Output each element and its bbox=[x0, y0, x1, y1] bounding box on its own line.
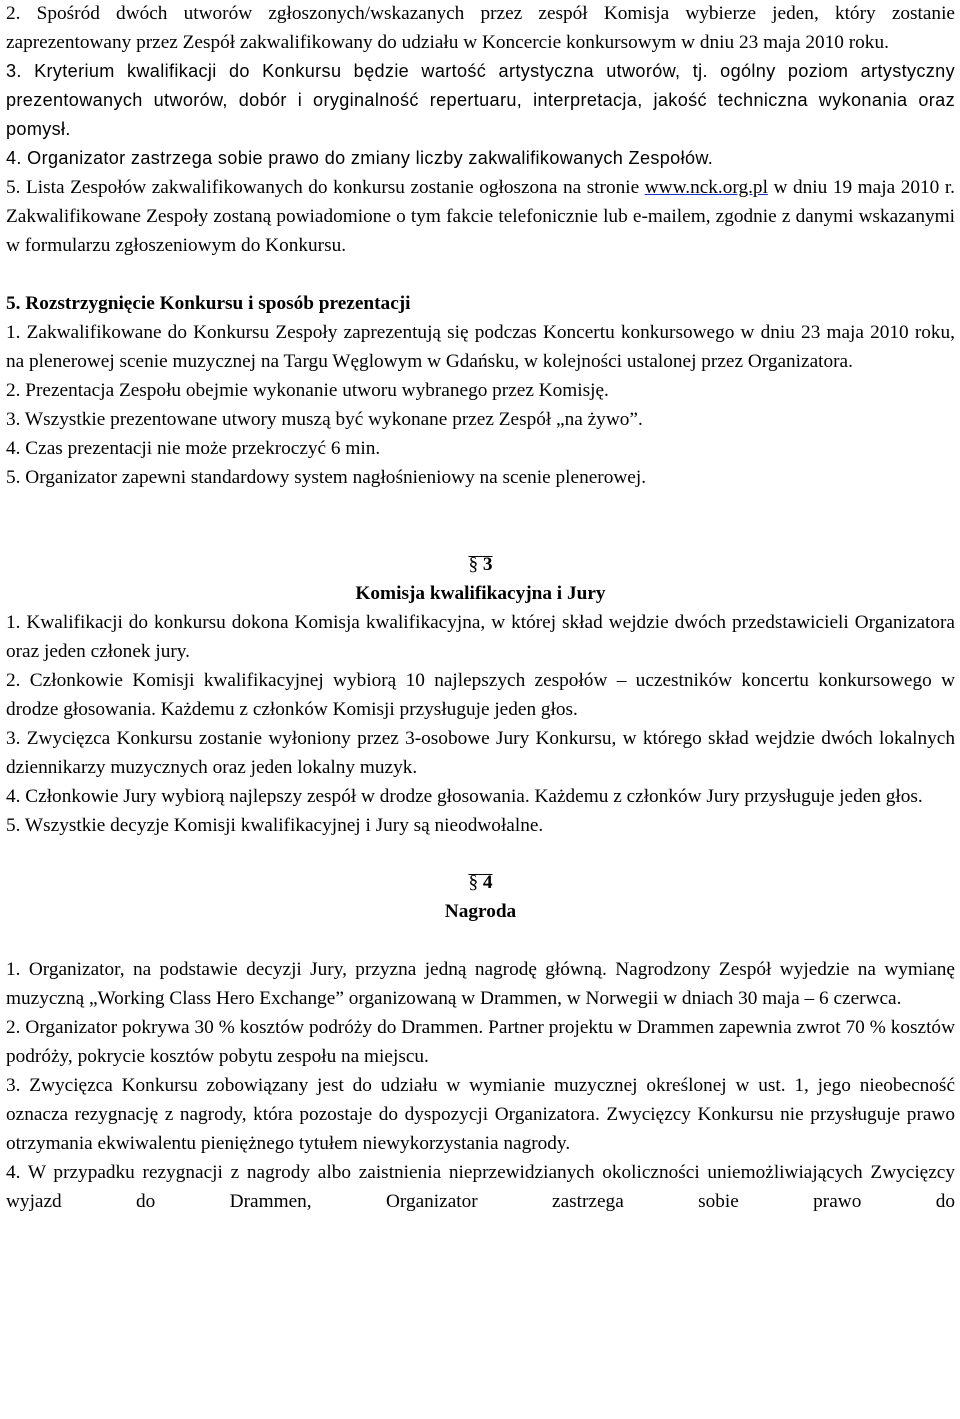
section-5-item-5: 5. Organizator zapewni standardowy system nagłośnieniowy na scenie plenerowej. bbox=[6, 467, 647, 488]
section-4-number-value: 4 bbox=[482, 872, 493, 893]
section-3-title: Komisja kwalifikacyjna i Jury bbox=[355, 583, 606, 604]
section-mark-icon: § bbox=[468, 872, 479, 893]
section-5-item-1: 1. Zakwalifikowane do Konkursu Zespoły zaprezentują się podczas Koncertu konkursowego w dniu 23 maja 2010 roku, na plenerowej scenie muzycznej na Targu Węglowym w Gdańsku, w kolejności ustalonej przez Organizatora. bbox=[6, 322, 955, 372]
section-3-number-value: 3 bbox=[482, 554, 493, 575]
section-5-item-2: 2. Prezentacja Zespołu obejmie wykonanie utworu wybranego przez Komisję. bbox=[6, 380, 609, 401]
spacer bbox=[6, 492, 955, 550]
spacer bbox=[6, 260, 955, 289]
section-5-item-4: 4. Czas prezentacji nie może przekroczyć 6 min. bbox=[6, 438, 381, 459]
paragraph-5-text-a: 5. Lista Zespołów zakwalifikowanych do konkursu zostanie ogłoszona na stronie bbox=[6, 177, 645, 198]
section-3-item-3: 3. Zwycięzca Konkursu zostanie wyłoniony przez 3-osobowe Jury Konkursu, w którego skład wejdzie dwóch lokalnych dziennikarzy muzycznych oraz jeden lokalny muzyk. bbox=[6, 728, 955, 778]
section-4-item-3: 3. Zwycięzca Konkursu zobowiązany jest do udziału w wymianie muzycznej określonej w ust. 1, jego nieobecność oznacza rezygnację z nagrody, która pozostaje do dyspozycji Organizatora. Zwycięzcy Konkursu nie przysługuje prawo otrzymania ekwiwalentu pieniężnego tytułem niewykorzystania nagrody. bbox=[6, 1075, 955, 1154]
section-3-item-2: 2. Członkowie Komisji kwalifikacyjnej wybiorą 10 najlepszych zespołów – uczestników koncertu konkursowego w drodze głosowania. Każdemu z członków Komisji przysługuje jeden głos. bbox=[6, 670, 955, 720]
section-4-item-2: 2. Organizator pokrywa 30 % kosztów podróży do Drammen. Partner projektu w Drammen zapewnia zwrot 70 % kosztów podróży, pokrycie kosztów pobytu zespołu na miejscu. bbox=[6, 1017, 955, 1067]
section-3-item-4: 4. Członkowie Jury wybiorą najlepszy zespół w drodze głosowania. Każdemu z członków Jury przysługuje jeden głos. bbox=[6, 786, 923, 807]
website-link[interactable]: www.nck.org.pl bbox=[644, 177, 768, 198]
spacer bbox=[6, 840, 955, 868]
section-3-number bbox=[6, 550, 955, 579]
section-4-number bbox=[6, 868, 955, 897]
paragraph-2: 2. Spośród dwóch utworów zgłoszonych/wskazanych przez zespół Komisja wybierze jeden, który zostanie zaprezentowany przez Zespół zakwalifikowany do udziału w Koncercie konkursowym w dniu 23 maja 2010 roku. bbox=[6, 3, 955, 53]
section-5-item-3: 3. Wszystkie prezentowane utwory muszą być wykonane przez Zespół „na żywo”. bbox=[6, 409, 643, 430]
section-4-title: Nagroda bbox=[444, 901, 517, 922]
section-4-item-4: 4. W przypadku rezygnacji z nagrody albo zaistnienia nieprzewidzianych okoliczności uniemożliwiających Zwycięzcy wyjazd do Drammen, Organizator zastrzega sobie prawo do bbox=[6, 1162, 955, 1212]
section-4-item-1: 1. Organizator, na podstawie decyzji Jury, przyzna jedną nagrodę główną. Nagrodzony Zespół wyjedzie na wymianę muzyczną „Working Class Hero Exchange” organizowaną w Drammen, w Norwegii w dniach 30 maja – 6 czerwca. bbox=[6, 959, 955, 1009]
section-3-item-5: 5. Wszystkie decyzje Komisji kwalifikacyjnej i Jury są nieodwołalne. bbox=[6, 815, 544, 836]
section-5-heading: 5. Rozstrzygnięcie Konkursu i sposób prezentacji bbox=[6, 293, 411, 314]
paragraph-4: 4. Organizator zastrzega sobie prawo do zmiany liczby zakwalifikowanych Zespołów. bbox=[6, 148, 714, 168]
paragraph-5 bbox=[6, 173, 955, 260]
paragraph-3: 3. Kryterium kwalifikacji do Konkursu będzie wartość artystyczna utworów, tj. ogólny poziom artystyczny prezentowanych utworów, dobór i oryginalność repertuaru, interpretacja, jakość techniczna wykonania oraz pomysł. bbox=[6, 61, 955, 139]
section-mark-icon: § bbox=[468, 554, 479, 575]
paragraph-5-text-b: w dniu 19 maja 2010 r. Zakwalifikowane Zespoły zostaną powiadomione o tym fakcie telefonicznie lub e-mailem, zgodnie z danymi wskazanymi w formularzu zgłoszeniowym do Konkursu. bbox=[6, 177, 955, 256]
spacer bbox=[6, 926, 955, 955]
section-3-item-1: 1. Kwalifikacji do konkursu dokona Komisja kwalifikacyjna, w której skład wejdzie dwóch przedstawicieli Organizatora oraz jeden członek jury. bbox=[6, 612, 955, 662]
document-page bbox=[6, 0, 955, 1216]
